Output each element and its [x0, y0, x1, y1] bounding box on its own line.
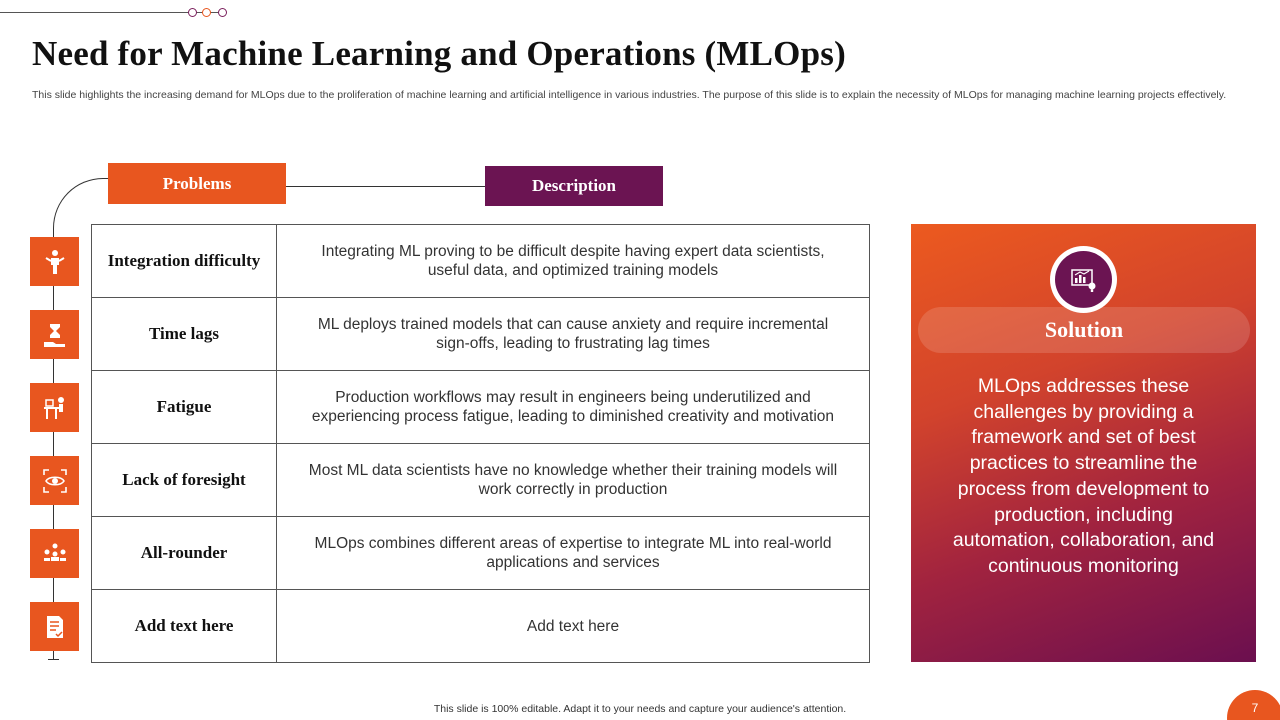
tired-worker-icon	[30, 383, 79, 432]
table-row	[92, 444, 870, 517]
description-cell: Most ML data scientists have no knowledge whether their training models will work correctly in production	[277, 444, 870, 517]
footer-note: This slide is 100% editable. Adapt it to your needs and capture your audience's attention.	[433, 703, 847, 715]
problem-cell: Lack of foresight	[92, 444, 277, 517]
page-title: Need for Machine Learning and Operations (MLOps)	[32, 34, 846, 73]
top-decor-dot	[188, 8, 197, 17]
description-cell: ML deploys trained models that can cause anxiety and require incremental sign-offs, leading to frustrating lag times	[277, 298, 870, 371]
problem-cell: All-rounder	[92, 517, 277, 590]
description-cell: MLOps combines different areas of expertise to integrate ML into real-world applications and services	[277, 517, 870, 590]
eye-focus-icon	[30, 456, 79, 505]
table-row	[92, 298, 870, 371]
document-icon	[30, 602, 79, 651]
page-subtitle: This slide highlights the increasing demand for MLOps due to the proliferation of machine learning and artificial intelligence in various industries. The purpose of this slide is to explain the necessity of MLOps for managing machine learning projects effectively.	[32, 89, 1227, 101]
problem-cell: Fatigue	[92, 371, 277, 444]
description-header: Description	[485, 166, 663, 206]
description-cell: Add text here	[277, 590, 870, 663]
problems-table	[91, 224, 870, 663]
table-row	[92, 225, 870, 298]
solution-text: MLOps addresses these challenges by providing a framework and set of best practices to streamline the process from development to production, including automation, collaboration, and continuous monitoring	[952, 375, 1215, 577]
timeline-line	[53, 240, 54, 660]
problem-cell: Integration difficulty	[92, 225, 277, 298]
table-row	[92, 517, 870, 590]
team-network-icon	[30, 529, 79, 578]
description-cell: Integrating ML proving to be difficult despite having expert data scientists, useful data, and optimized training models	[277, 225, 870, 298]
table-row	[92, 590, 870, 663]
top-decor-dot	[202, 8, 211, 17]
solution-icon-circle	[1050, 246, 1117, 313]
solution-panel	[911, 224, 1256, 662]
timeline-end-tick	[48, 659, 59, 660]
solution-title: Solution	[918, 307, 1250, 353]
description-cell: Production workflows may result in engineers being underutilized and experiencing process fatigue, leading to diminished creativity and motivation	[277, 371, 870, 444]
problem-cell: Time lags	[92, 298, 277, 371]
problem-cell: Add text here	[92, 590, 277, 663]
table-row	[92, 371, 870, 444]
presenter-icon	[30, 237, 79, 286]
hourglass-hand-icon	[30, 310, 79, 359]
header-connector	[285, 186, 486, 187]
top-decor-line	[0, 12, 190, 13]
top-decor-dot	[218, 8, 227, 17]
problems-header: Problems	[108, 163, 286, 204]
chart-idea-icon	[1055, 251, 1112, 308]
page-number: 7	[1227, 690, 1280, 720]
